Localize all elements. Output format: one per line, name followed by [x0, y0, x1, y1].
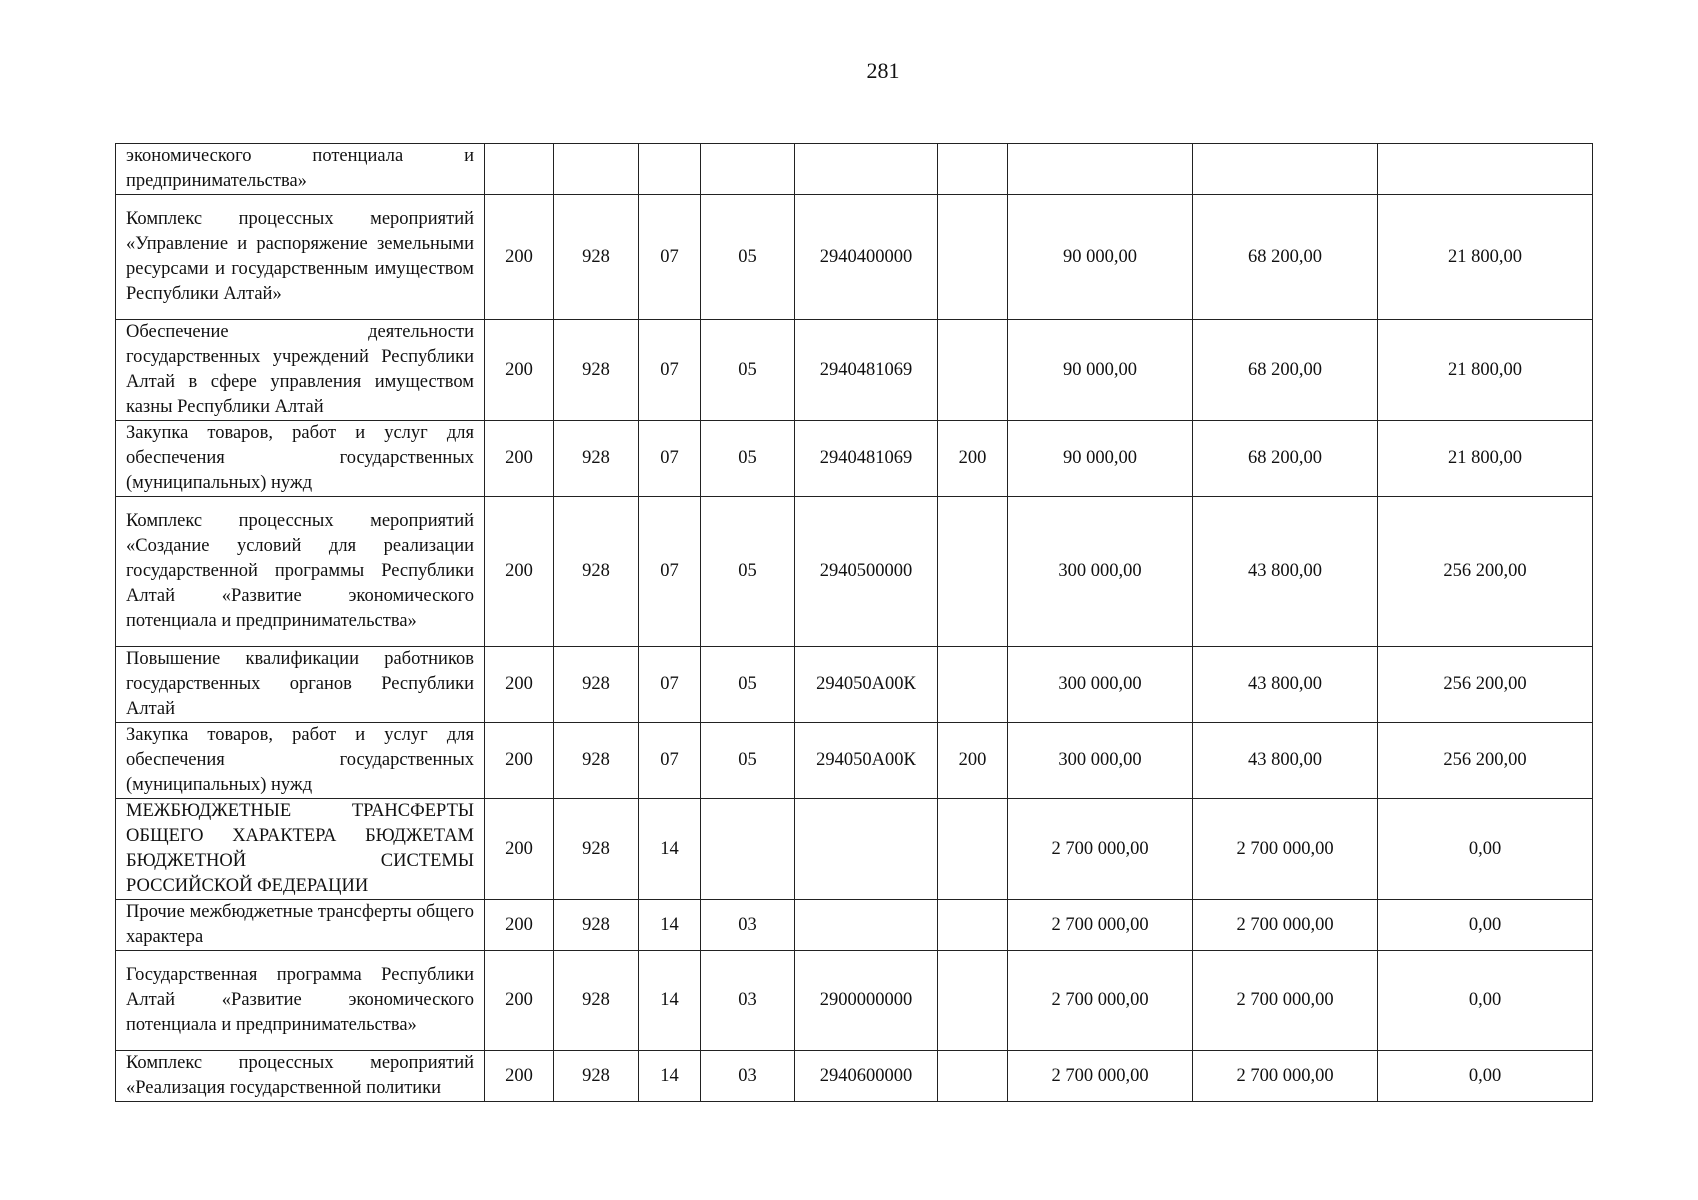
- table-row: [116, 723, 1593, 799]
- target-article-cell: 2940500000: [795, 497, 938, 647]
- table-row: [116, 320, 1593, 421]
- row-name-cell: [116, 144, 485, 195]
- section-cell: 14: [639, 951, 701, 1051]
- amount-total-cell: 90 000,00: [1008, 320, 1193, 421]
- table-row: [116, 647, 1593, 723]
- subsection-cell: 05: [701, 320, 795, 421]
- section-cell: 14: [639, 900, 701, 951]
- section-code-cell: 200: [485, 195, 554, 320]
- admin-code-cell: 928: [554, 900, 639, 951]
- admin-code-cell: 928: [554, 421, 639, 497]
- row-name-text: МЕЖБЮДЖЕТНЫЕ ТРАНСФЕРТЫ ОБЩЕГО ХАРАКТЕРА БЮДЖЕТАМ БЮДЖЕТНОЙ СИСТЕМЫ РОССИЙСКОЙ ФЕДЕРАЦИИ: [126, 801, 474, 896]
- admin-code-cell: 928: [554, 799, 639, 900]
- amount-total-cell: 300 000,00: [1008, 723, 1193, 799]
- subsection-cell: 05: [701, 647, 795, 723]
- section-code-cell: 200: [485, 421, 554, 497]
- row-name-text: Государственная программа Республики Алтай «Развитие экономического потенциала и предпринимательства»: [126, 965, 474, 1035]
- section-code-cell: 200: [485, 320, 554, 421]
- amount-secondary-cell: 256 200,00: [1378, 723, 1593, 799]
- expense-type-cell: [938, 144, 1008, 195]
- expense-type-cell: 200: [938, 421, 1008, 497]
- target-article-cell: [795, 799, 938, 900]
- target-article-cell: 2940600000: [795, 1051, 938, 1102]
- table-row: [116, 144, 1593, 195]
- table-row: [116, 195, 1593, 320]
- expense-type-cell: [938, 647, 1008, 723]
- section-cell: 14: [639, 1051, 701, 1102]
- subsection-cell: 05: [701, 195, 795, 320]
- admin-code-cell: 928: [554, 497, 639, 647]
- subsection-cell: [701, 799, 795, 900]
- section-cell: 07: [639, 647, 701, 723]
- amount-total-cell: 300 000,00: [1008, 497, 1193, 647]
- amount-secondary-cell: 256 200,00: [1378, 497, 1593, 647]
- amount-secondary-cell: 21 800,00: [1378, 421, 1593, 497]
- table-body: [116, 144, 1593, 1102]
- target-article-cell: 2940481069: [795, 320, 938, 421]
- expense-type-cell: [938, 900, 1008, 951]
- target-article-cell: [795, 900, 938, 951]
- row-name-text: Комплекс процессных мероприятий «Создание условий для реализации государственной программы Республики Алтай «Развитие экономического потенциала и предпринимательства»: [126, 511, 474, 631]
- target-article-cell: [795, 144, 938, 195]
- amount-secondary-cell: 21 800,00: [1378, 320, 1593, 421]
- row-name-text: Обеспечение деятельности государственных учреждений Республики Алтай в сфере управления имуществом казны Республики Алтай: [126, 322, 474, 417]
- row-name-cell: [116, 195, 485, 320]
- section-cell: 07: [639, 195, 701, 320]
- admin-code-cell: 928: [554, 723, 639, 799]
- row-name-cell: [116, 723, 485, 799]
- amount-total-cell: 90 000,00: [1008, 421, 1193, 497]
- expense-type-cell: 200: [938, 723, 1008, 799]
- row-name-text: Прочие межбюджетные трансферты общего характера: [126, 902, 474, 947]
- budget-table: [115, 143, 1593, 1102]
- page-number: 281: [866, 58, 900, 83]
- expense-type-cell: [938, 497, 1008, 647]
- target-article-cell: 294050А00К: [795, 647, 938, 723]
- amount-primary-cell: 43 800,00: [1193, 647, 1378, 723]
- row-name-cell: [116, 421, 485, 497]
- row-name-cell: [116, 647, 485, 723]
- row-name-text: Закупка товаров, работ и услуг для обеспечения государственных (муниципальных) нужд: [126, 423, 474, 493]
- admin-code-cell: 928: [554, 647, 639, 723]
- subsection-cell: 05: [701, 421, 795, 497]
- amount-primary-cell: 43 800,00: [1193, 497, 1378, 647]
- section-code-cell: [485, 144, 554, 195]
- row-name-text: Комплекс процессных мероприятий «Управление и распоряжение земельными ресурсами и государственным имуществом Республики Алтай»: [126, 209, 474, 304]
- amount-total-cell: 2 700 000,00: [1008, 900, 1193, 951]
- amount-total-cell: 2 700 000,00: [1008, 799, 1193, 900]
- row-name-cell: [116, 951, 485, 1051]
- row-name-cell: [116, 320, 485, 421]
- row-name-cell: [116, 1051, 485, 1102]
- amount-secondary-cell: 0,00: [1378, 799, 1593, 900]
- amount-primary-cell: 68 200,00: [1193, 195, 1378, 320]
- target-article-cell: 2900000000: [795, 951, 938, 1051]
- row-name-text: Повышение квалификации работников государственных органов Республики Алтай: [126, 649, 474, 719]
- table-row: [116, 421, 1593, 497]
- row-name-cell: [116, 799, 485, 900]
- amount-secondary-cell: 256 200,00: [1378, 647, 1593, 723]
- subsection-cell: 05: [701, 723, 795, 799]
- amount-secondary-cell: 0,00: [1378, 1051, 1593, 1102]
- amount-secondary-cell: [1378, 144, 1593, 195]
- section-code-cell: 200: [485, 1051, 554, 1102]
- section-code-cell: 200: [485, 497, 554, 647]
- amount-primary-cell: [1193, 144, 1378, 195]
- amount-secondary-cell: 21 800,00: [1378, 195, 1593, 320]
- section-code-cell: 200: [485, 647, 554, 723]
- expense-type-cell: [938, 195, 1008, 320]
- target-article-cell: 2940400000: [795, 195, 938, 320]
- section-code-cell: 200: [485, 900, 554, 951]
- amount-secondary-cell: 0,00: [1378, 951, 1593, 1051]
- amount-primary-cell: 43 800,00: [1193, 723, 1378, 799]
- table-row: [116, 497, 1593, 647]
- target-article-cell: 2940481069: [795, 421, 938, 497]
- section-code-cell: 200: [485, 951, 554, 1051]
- subsection-cell: 03: [701, 951, 795, 1051]
- subsection-cell: 05: [701, 497, 795, 647]
- expense-type-cell: [938, 1051, 1008, 1102]
- subsection-cell: 03: [701, 900, 795, 951]
- amount-primary-cell: 68 200,00: [1193, 421, 1378, 497]
- amount-primary-cell: 2 700 000,00: [1193, 900, 1378, 951]
- admin-code-cell: 928: [554, 195, 639, 320]
- amount-total-cell: [1008, 144, 1193, 195]
- table-row: [116, 799, 1593, 900]
- amount-total-cell: 300 000,00: [1008, 647, 1193, 723]
- row-name-text: экономического потенциала и предпринимательства»: [126, 146, 474, 191]
- expense-type-cell: [938, 799, 1008, 900]
- amount-primary-cell: 2 700 000,00: [1193, 799, 1378, 900]
- section-cell: 07: [639, 320, 701, 421]
- table-row: [116, 900, 1593, 951]
- table-row: [116, 1051, 1593, 1102]
- section-cell: 14: [639, 799, 701, 900]
- amount-primary-cell: 2 700 000,00: [1193, 951, 1378, 1051]
- expense-type-cell: [938, 320, 1008, 421]
- admin-code-cell: 928: [554, 951, 639, 1051]
- row-name-cell: [116, 497, 485, 647]
- row-name-cell: [116, 900, 485, 951]
- amount-secondary-cell: 0,00: [1378, 900, 1593, 951]
- admin-code-cell: [554, 144, 639, 195]
- amount-total-cell: 2 700 000,00: [1008, 1051, 1193, 1102]
- admin-code-cell: 928: [554, 1051, 639, 1102]
- table-row: [116, 951, 1593, 1051]
- amount-total-cell: 90 000,00: [1008, 195, 1193, 320]
- section-cell: 07: [639, 497, 701, 647]
- section-code-cell: 200: [485, 799, 554, 900]
- expense-type-cell: [938, 951, 1008, 1051]
- subsection-cell: 03: [701, 1051, 795, 1102]
- target-article-cell: 294050А00К: [795, 723, 938, 799]
- amount-primary-cell: 68 200,00: [1193, 320, 1378, 421]
- section-cell: 07: [639, 723, 701, 799]
- admin-code-cell: 928: [554, 320, 639, 421]
- section-cell: [639, 144, 701, 195]
- section-cell: 07: [639, 421, 701, 497]
- row-name-text: Закупка товаров, работ и услуг для обеспечения государственных (муниципальных) нужд: [126, 725, 474, 795]
- subsection-cell: [701, 144, 795, 195]
- row-name-text: Комплекс процессных мероприятий «Реализация государственной политики: [126, 1053, 474, 1098]
- section-code-cell: 200: [485, 723, 554, 799]
- amount-primary-cell: 2 700 000,00: [1193, 1051, 1378, 1102]
- amount-total-cell: 2 700 000,00: [1008, 951, 1193, 1051]
